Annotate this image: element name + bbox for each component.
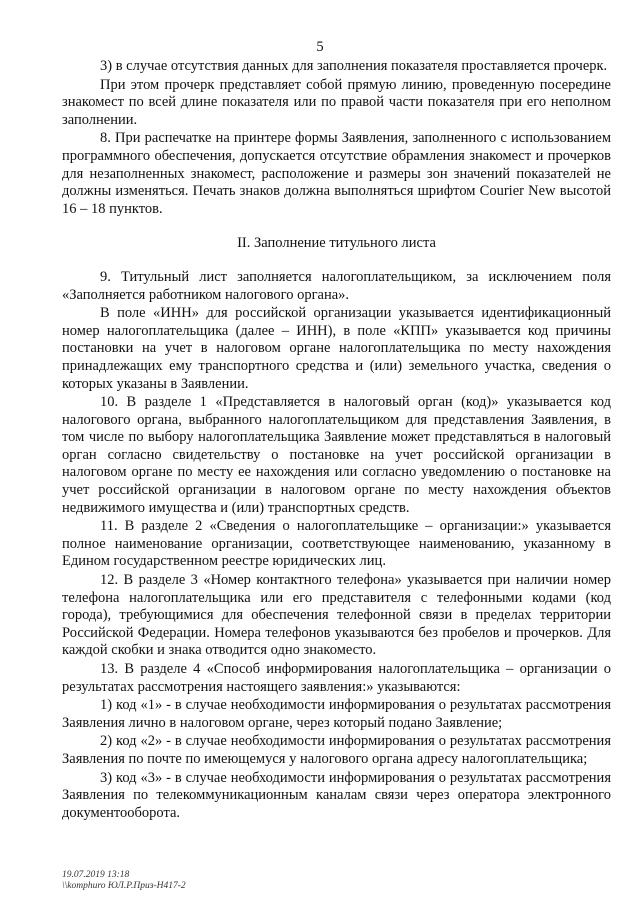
paragraph: 11. В разделе 2 «Сведения о налогоплательщике – организации:» указывается полное наименование организации, соответствующее наименованию, указанному в Едином государственном реестре юридических лиц. bbox=[62, 518, 611, 570]
paragraph: 10. В разделе 1 «Представляется в налоговый орган (код)» указывается код налогового органа, выбранного налогоплательщиком для представления Заявления, в том числе по выбору налогоплательщика Заявление может представляться в налоговый орган согласно свидетельству о постановке на учет российской организации в налоговом органе по месту ее нахождения или согласно уведомлению о постановке на учет российской организации в налоговом органе по месту нахождения объектов недвижимого имущества и (или) транспортных средств. bbox=[62, 394, 611, 516]
list-item: 1) код «1» - в случае необходимости информирования о результатах рассмотрения Заявления лично в налоговом органе, через который подано Заявление; bbox=[62, 697, 611, 731]
footer-stamp bbox=[62, 870, 186, 892]
footer-file-path: \\komphuro ЮЛ.Р.Приз-Н417-2 bbox=[62, 881, 186, 891]
footer-timestamp: 19.07.2019 13:18 bbox=[62, 870, 130, 880]
document-body bbox=[62, 58, 611, 822]
section-heading: II. Заполнение титульного листа bbox=[237, 235, 436, 252]
paragraph: 13. В разделе 4 «Способ информирования налогоплательщика – организации о результатах рассмотрения настоящего заявления:» указываются: bbox=[62, 661, 611, 695]
list-item: 3) код «3» - в случае необходимости информирования о результатах рассмотрения Заявления по телекоммуникационным каналам связи через оператора электронного документооборота. bbox=[62, 769, 611, 821]
list-item: 2) код «2» - в случае необходимости информирования о результатах рассмотрения Заявления по почте по имеющемуся у налогового органа адресу налогоплательщика; bbox=[62, 733, 611, 767]
page-number: 5 bbox=[316, 39, 324, 55]
paragraph: При этом прочерк представляет собой прямую линию, проведенную посередине знакомест по всей длине показателя или по правой части показателя при его неполном заполнении. bbox=[62, 76, 611, 128]
paragraph: В поле «ИНН» для российской организации указывается идентификационный номер налогоплательщика (далее – ИНН), в поле «КПП» указывается код причины постановки на учет в налоговом органе налогоплательщика по месту нахождения принадлежащих ему транспортного средства и (или) земельного участка, сведения о которых указаны в Заявлении. bbox=[62, 305, 611, 392]
paragraph: 3) в случае отсутствия данных для заполнения показателя проставляется прочерк. bbox=[100, 58, 608, 74]
paragraph: 8. При распечатке на принтере формы Заявления, заполненного с использованием программного обеспечения, допускается отсутствие обрамления знакомест и прочерков для незаполненных знакомест, расположение и размеры зон значений показателей не должны изменяться. Печать знаков должна выполняться шрифтом Courier New высотой 16 – 18 пунктов. bbox=[62, 130, 611, 217]
paragraph: 9. Титульный лист заполняется налогоплательщиком, за исключением поля «Заполняется работником налогового органа». bbox=[62, 268, 611, 303]
paragraph: 12. В разделе 3 «Номер контактного телефона» указывается при наличии номер телефона налогоплательщика или его представителя с телефонными кодами (код города), требующимися для обеспечения телефонной связи в пределах территории Российской Федерации. Номера телефонов указываются без пробелов и прочерков. Для каждой скобки и знака отводится одно знакоместо. bbox=[62, 572, 611, 659]
